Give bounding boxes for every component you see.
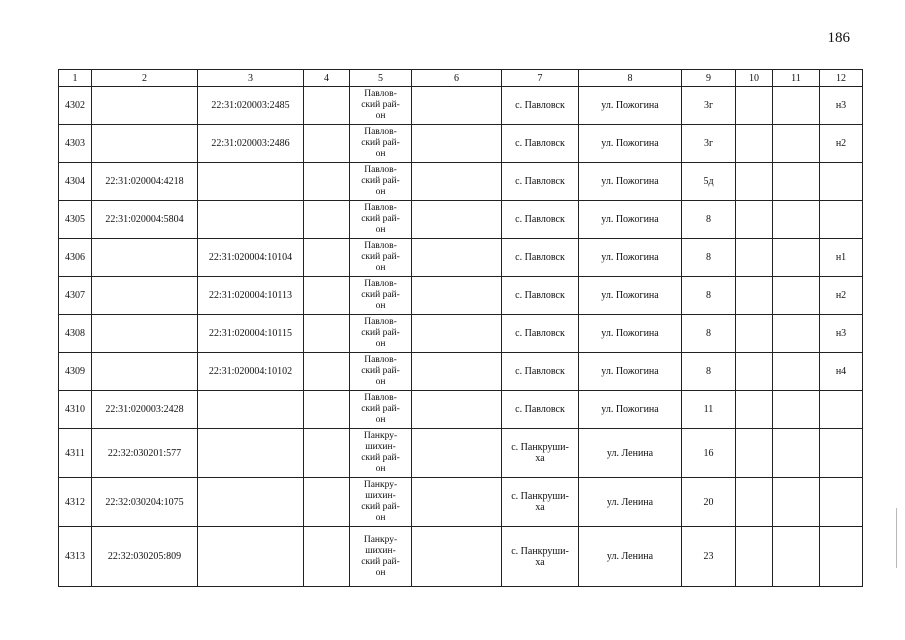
cell-number: 4310	[59, 391, 92, 429]
cell-col-11	[773, 87, 820, 125]
cell-street: ул. Пожогина	[579, 201, 682, 239]
cell-col-10	[736, 277, 773, 315]
cell-cadastral-parcel: 22:31:020004:4218	[92, 163, 198, 201]
header-cell: 6	[412, 70, 502, 87]
cell-district: Павлов- ский рай- он	[350, 87, 412, 125]
cell-apartment	[820, 478, 863, 527]
header-cell: 9	[682, 70, 736, 87]
header-cell: 4	[304, 70, 350, 87]
cell-apartment	[820, 391, 863, 429]
cell-col-10	[736, 239, 773, 277]
cell-house-number: 8	[682, 315, 736, 353]
cell-house-number: 8	[682, 239, 736, 277]
cell-col-6	[412, 277, 502, 315]
cell-col-6	[412, 315, 502, 353]
cell-number: 4303	[59, 125, 92, 163]
cell-col-6	[412, 391, 502, 429]
cell-cadastral-building	[198, 429, 304, 478]
cell-cadastral-parcel: 22:31:020003:2428	[92, 391, 198, 429]
cell-apartment	[820, 527, 863, 587]
cell-col-4	[304, 527, 350, 587]
cell-house-number: 20	[682, 478, 736, 527]
cell-col-11	[773, 125, 820, 163]
cell-col-6	[412, 87, 502, 125]
cell-cadastral-building: 22:31:020004:10102	[198, 353, 304, 391]
cell-settlement: с. Павловск	[502, 315, 579, 353]
cell-col-10	[736, 391, 773, 429]
cell-number: 4311	[59, 429, 92, 478]
cell-district: Павлов- ский рай- он	[350, 391, 412, 429]
cell-house-number: 11	[682, 391, 736, 429]
table-row	[59, 87, 863, 125]
cell-apartment: н4	[820, 353, 863, 391]
cell-district: Панкру- шихин- ский рай- он	[350, 478, 412, 527]
table-row	[59, 163, 863, 201]
header-cell: 12	[820, 70, 863, 87]
cell-cadastral-parcel	[92, 353, 198, 391]
cell-col-6	[412, 478, 502, 527]
header-cell: 3	[198, 70, 304, 87]
table-body	[59, 87, 863, 587]
cell-col-10	[736, 478, 773, 527]
cell-settlement: с. Павловск	[502, 201, 579, 239]
cell-cadastral-parcel: 22:32:030201:577	[92, 429, 198, 478]
page-number: 186	[827, 30, 850, 46]
cell-district: Панкру- шихин- ский рай- он	[350, 429, 412, 478]
cell-cadastral-building: 22:31:020004:10104	[198, 239, 304, 277]
cell-col-4	[304, 353, 350, 391]
cell-cadastral-parcel	[92, 277, 198, 315]
header-cell: 11	[773, 70, 820, 87]
cell-apartment	[820, 429, 863, 478]
cell-street: ул. Пожогина	[579, 353, 682, 391]
cell-col-4	[304, 429, 350, 478]
cell-settlement: с. Панкруши- ха	[502, 527, 579, 587]
cell-apartment: н3	[820, 315, 863, 353]
cell-cadastral-parcel	[92, 87, 198, 125]
cell-number: 4309	[59, 353, 92, 391]
cell-cadastral-parcel: 22:32:030204:1075	[92, 478, 198, 527]
cell-district: Павлов- ский рай- он	[350, 315, 412, 353]
cell-col-4	[304, 163, 350, 201]
table-row	[59, 429, 863, 478]
cell-number: 4307	[59, 277, 92, 315]
cell-col-4	[304, 125, 350, 163]
cell-col-4	[304, 87, 350, 125]
header-row	[59, 70, 863, 87]
cell-settlement: с. Павловск	[502, 391, 579, 429]
cell-district: Павлов- ский рай- он	[350, 125, 412, 163]
cell-col-6	[412, 125, 502, 163]
cell-house-number: 5д	[682, 163, 736, 201]
header-cell: 2	[92, 70, 198, 87]
cell-settlement: с. Панкруши- ха	[502, 478, 579, 527]
table-row	[59, 277, 863, 315]
cell-number: 4306	[59, 239, 92, 277]
cell-col-4	[304, 315, 350, 353]
cell-street: ул. Пожогина	[579, 239, 682, 277]
cell-col-10	[736, 527, 773, 587]
table-row	[59, 239, 863, 277]
cell-col-6	[412, 353, 502, 391]
table-row	[59, 391, 863, 429]
cell-col-10	[736, 87, 773, 125]
cell-col-11	[773, 429, 820, 478]
cell-cadastral-building: 22:31:020003:2486	[198, 125, 304, 163]
header-cell: 5	[350, 70, 412, 87]
cell-street: ул. Ленина	[579, 527, 682, 587]
cell-settlement: с. Павловск	[502, 163, 579, 201]
table-row	[59, 353, 863, 391]
cell-col-4	[304, 391, 350, 429]
cell-col-11	[773, 239, 820, 277]
cell-col-6	[412, 239, 502, 277]
cell-col-6	[412, 201, 502, 239]
cell-district: Панкру- шихин- ский рай- он	[350, 527, 412, 587]
cell-col-10	[736, 315, 773, 353]
table-row	[59, 125, 863, 163]
cell-cadastral-parcel	[92, 315, 198, 353]
cell-cadastral-building	[198, 201, 304, 239]
cell-cadastral-parcel: 22:32:030205:809	[92, 527, 198, 587]
cell-number: 4308	[59, 315, 92, 353]
table-row	[59, 527, 863, 587]
cell-district: Павлов- ский рай- он	[350, 201, 412, 239]
cell-house-number: 8	[682, 277, 736, 315]
cell-cadastral-building	[198, 478, 304, 527]
cell-district: Павлов- ский рай- он	[350, 239, 412, 277]
cell-settlement: с. Павловск	[502, 353, 579, 391]
cell-house-number: 16	[682, 429, 736, 478]
cell-settlement: с. Павловск	[502, 239, 579, 277]
cell-number: 4302	[59, 87, 92, 125]
cell-settlement: с. Павловск	[502, 87, 579, 125]
cell-cadastral-building: 22:31:020004:10115	[198, 315, 304, 353]
cell-house-number: 23	[682, 527, 736, 587]
cell-settlement: с. Павловск	[502, 277, 579, 315]
cell-col-4	[304, 201, 350, 239]
cell-col-10	[736, 429, 773, 478]
table-row	[59, 201, 863, 239]
cell-settlement: с. Павловск	[502, 125, 579, 163]
cell-col-10	[736, 163, 773, 201]
registry-table	[58, 69, 863, 587]
cell-district: Павлов- ский рай- он	[350, 163, 412, 201]
cell-street: ул. Пожогина	[579, 391, 682, 429]
header-cell: 8	[579, 70, 682, 87]
cell-street: ул. Пожогина	[579, 277, 682, 315]
cell-number: 4312	[59, 478, 92, 527]
cell-street: ул. Пожогина	[579, 87, 682, 125]
cell-col-10	[736, 353, 773, 391]
cell-apartment: н1	[820, 239, 863, 277]
cell-district: Павлов- ский рай- он	[350, 277, 412, 315]
cell-street: ул. Ленина	[579, 478, 682, 527]
cell-col-11	[773, 353, 820, 391]
cell-col-11	[773, 277, 820, 315]
cell-col-6	[412, 163, 502, 201]
cell-col-4	[304, 277, 350, 315]
cell-col-11	[773, 201, 820, 239]
cell-street: ул. Пожогина	[579, 125, 682, 163]
cell-col-4	[304, 478, 350, 527]
cell-col-10	[736, 125, 773, 163]
cell-col-11	[773, 527, 820, 587]
cell-number: 4313	[59, 527, 92, 587]
table-row	[59, 478, 863, 527]
table-row	[59, 315, 863, 353]
cell-apartment	[820, 201, 863, 239]
cell-settlement: с. Панкруши- ха	[502, 429, 579, 478]
cell-apartment: н3	[820, 87, 863, 125]
cell-house-number: 3г	[682, 87, 736, 125]
cell-col-10	[736, 201, 773, 239]
cell-col-11	[773, 478, 820, 527]
header-cell: 10	[736, 70, 773, 87]
cell-cadastral-building: 22:31:020003:2485	[198, 87, 304, 125]
scan-margin-mark	[896, 508, 897, 568]
cell-col-11	[773, 163, 820, 201]
cell-number: 4305	[59, 201, 92, 239]
cell-number: 4304	[59, 163, 92, 201]
cell-col-11	[773, 391, 820, 429]
cell-street: ул. Пожогина	[579, 163, 682, 201]
cell-apartment: н2	[820, 277, 863, 315]
cell-cadastral-building	[198, 527, 304, 587]
cell-col-11	[773, 315, 820, 353]
cell-apartment	[820, 163, 863, 201]
cell-house-number: 3г	[682, 125, 736, 163]
cell-cadastral-parcel	[92, 125, 198, 163]
cell-house-number: 8	[682, 353, 736, 391]
cell-street: ул. Ленина	[579, 429, 682, 478]
cell-cadastral-building: 22:31:020004:10113	[198, 277, 304, 315]
cell-apartment: н2	[820, 125, 863, 163]
cell-cadastral-parcel: 22:31:020004:5804	[92, 201, 198, 239]
cell-cadastral-building	[198, 391, 304, 429]
cell-col-4	[304, 239, 350, 277]
cell-district: Павлов- ский рай- он	[350, 353, 412, 391]
cell-house-number: 8	[682, 201, 736, 239]
cell-cadastral-building	[198, 163, 304, 201]
cell-cadastral-parcel	[92, 239, 198, 277]
cell-col-6	[412, 429, 502, 478]
cell-street: ул. Пожогина	[579, 315, 682, 353]
header-cell: 7	[502, 70, 579, 87]
header-cell: 1	[59, 70, 92, 87]
cell-col-6	[412, 527, 502, 587]
